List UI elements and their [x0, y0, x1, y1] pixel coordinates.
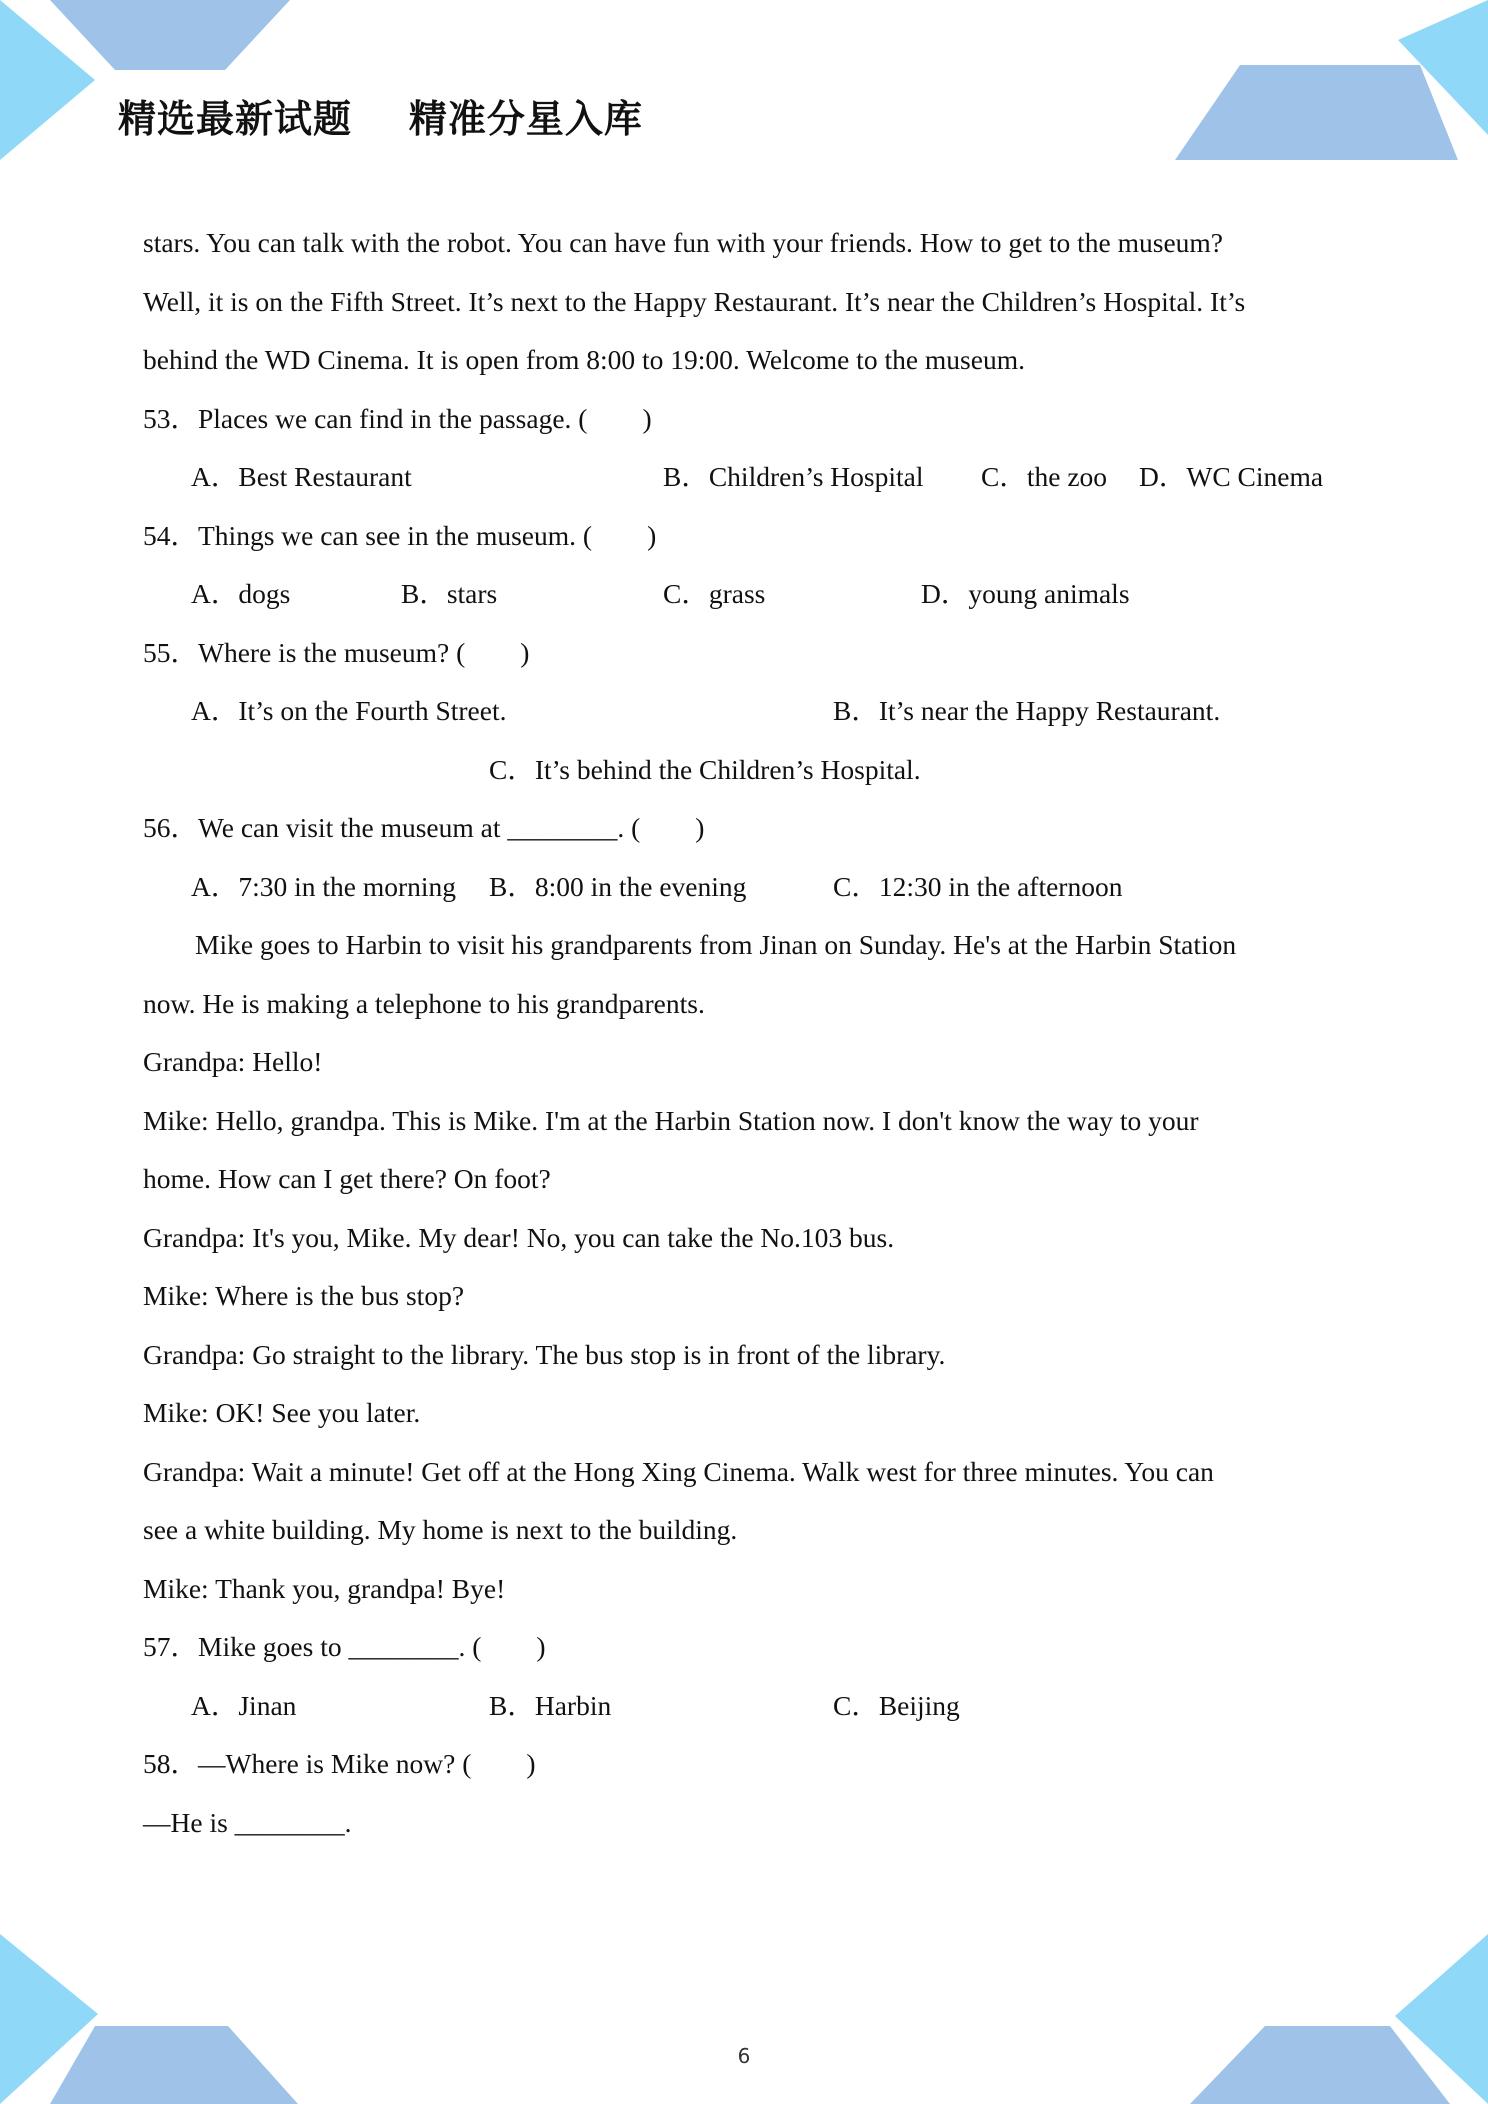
- passage1-line-3: behind the WD Cinema. It is open from 8:00 to 19:00. Welcome to the museum.: [143, 344, 1025, 375]
- dialogue-line-10: Mike: Thank you, grandpa! Bye!: [143, 1572, 506, 1604]
- q55-option-b: B．It’s near the Happy Restaurant.: [833, 695, 1221, 726]
- dialogue-line-9: see a white building. My home is next to the building.: [143, 1514, 738, 1545]
- question-58-stem: 58．—Where is Mike now? ( ): [143, 1748, 536, 1779]
- dialogue-line-3: home. How can I get there? On foot?: [143, 1163, 551, 1194]
- question-57-options: [143, 1677, 1353, 1736]
- q55-option-c: C．It’s behind the Children’s Hospital.: [489, 753, 921, 785]
- passage1-line-2: Well, it is on the Fifth Street. It’s next to the Happy Restaurant. It’s near the Children’s Hospital. It’s: [143, 285, 1246, 317]
- question-55-options-row2: [143, 741, 1353, 800]
- header-title: 精选最新试题 精准分星入库: [118, 97, 643, 141]
- q57-option-a: A．Jinan: [191, 1689, 297, 1721]
- corner-decoration-bottom: [0, 1934, 1488, 2104]
- dialogue-line-8: Grandpa: Wait a minute! Get off at the Hong Xing Cinema. Walk west for three minutes. You can: [143, 1455, 1214, 1487]
- q54-option-b: B．stars: [401, 578, 498, 609]
- question-54-options: [143, 565, 1353, 624]
- q56-option-a: A．7:30 in the morning: [191, 870, 457, 902]
- q54-option-d: D．young animals: [921, 578, 1130, 609]
- question-56-stem: 56．We can visit the museum at ________. ( ): [143, 812, 705, 843]
- passage2-intro-line-2: now. He is making a telephone to his grandparents.: [143, 987, 705, 1019]
- q53-option-b: B．Children’s Hospital: [663, 461, 924, 492]
- q53-option-d: D．WC Cinema: [1139, 461, 1324, 492]
- passage1-line-1: stars. You can talk with the robot. You can have fun with your friends. How to get to the museum?: [143, 227, 1223, 258]
- q53-option-c: C．the zoo: [981, 461, 1108, 492]
- question-53-stem: 53．Places we can find in the passage. ( ): [143, 402, 652, 434]
- question-58-answer-line: —He is ________.: [143, 1806, 352, 1838]
- page-number: 6: [737, 2044, 751, 2068]
- question-55-stem: 55．Where is the museum? ( ): [143, 636, 530, 668]
- q54-option-a: A．dogs: [191, 578, 291, 609]
- q55-option-a: A．It’s on the Fourth Street.: [191, 695, 507, 726]
- dialogue-line-4: Grandpa: It's you, Mike. My dear! No, you can take the No.103 bus.: [143, 1221, 895, 1253]
- question-53-options: [143, 448, 1353, 507]
- dialogue-line-6: Grandpa: Go straight to the library. The bus stop is in front of the library.: [143, 1338, 946, 1370]
- q54-option-c: C．grass: [663, 578, 766, 609]
- question-55-options-row1: [143, 682, 1353, 741]
- corner-decoration-top: [0, 0, 1488, 170]
- q57-option-b: B．Harbin: [489, 1689, 612, 1721]
- deco-trapezoid-top-right: [1175, 65, 1458, 160]
- dialogue-line-5: Mike: Where is the bus stop?: [143, 1280, 465, 1311]
- deco-trapezoid-top-left: [50, 0, 290, 70]
- q53-option-a: A．Best Restaurant: [191, 461, 412, 492]
- exam-content: [143, 214, 1353, 1852]
- question-57-stem: 57．Mike goes to ________. ( ): [143, 1631, 546, 1662]
- q56-option-b: B．8:00 in the evening: [489, 870, 747, 902]
- passage2-intro-line-1: Mike goes to Harbin to visit his grandparents from Jinan on Sunday. He's at the Harbin Station: [195, 929, 1237, 960]
- question-54-stem: 54．Things we can see in the museum. ( ): [143, 519, 657, 551]
- q56-option-c: C．12:30 in the afternoon: [833, 870, 1123, 902]
- question-56-options: [143, 858, 1353, 917]
- dialogue-line-2: Mike: Hello, grandpa. This is Mike. I'm at the Harbin Station now. I don't know the way to your: [143, 1104, 1199, 1136]
- q57-option-c: C．Beijing: [833, 1689, 960, 1721]
- dialogue-line-1: Grandpa: Hello!: [143, 1046, 323, 1077]
- dialogue-line-7: Mike: OK! See you later.: [143, 1397, 421, 1428]
